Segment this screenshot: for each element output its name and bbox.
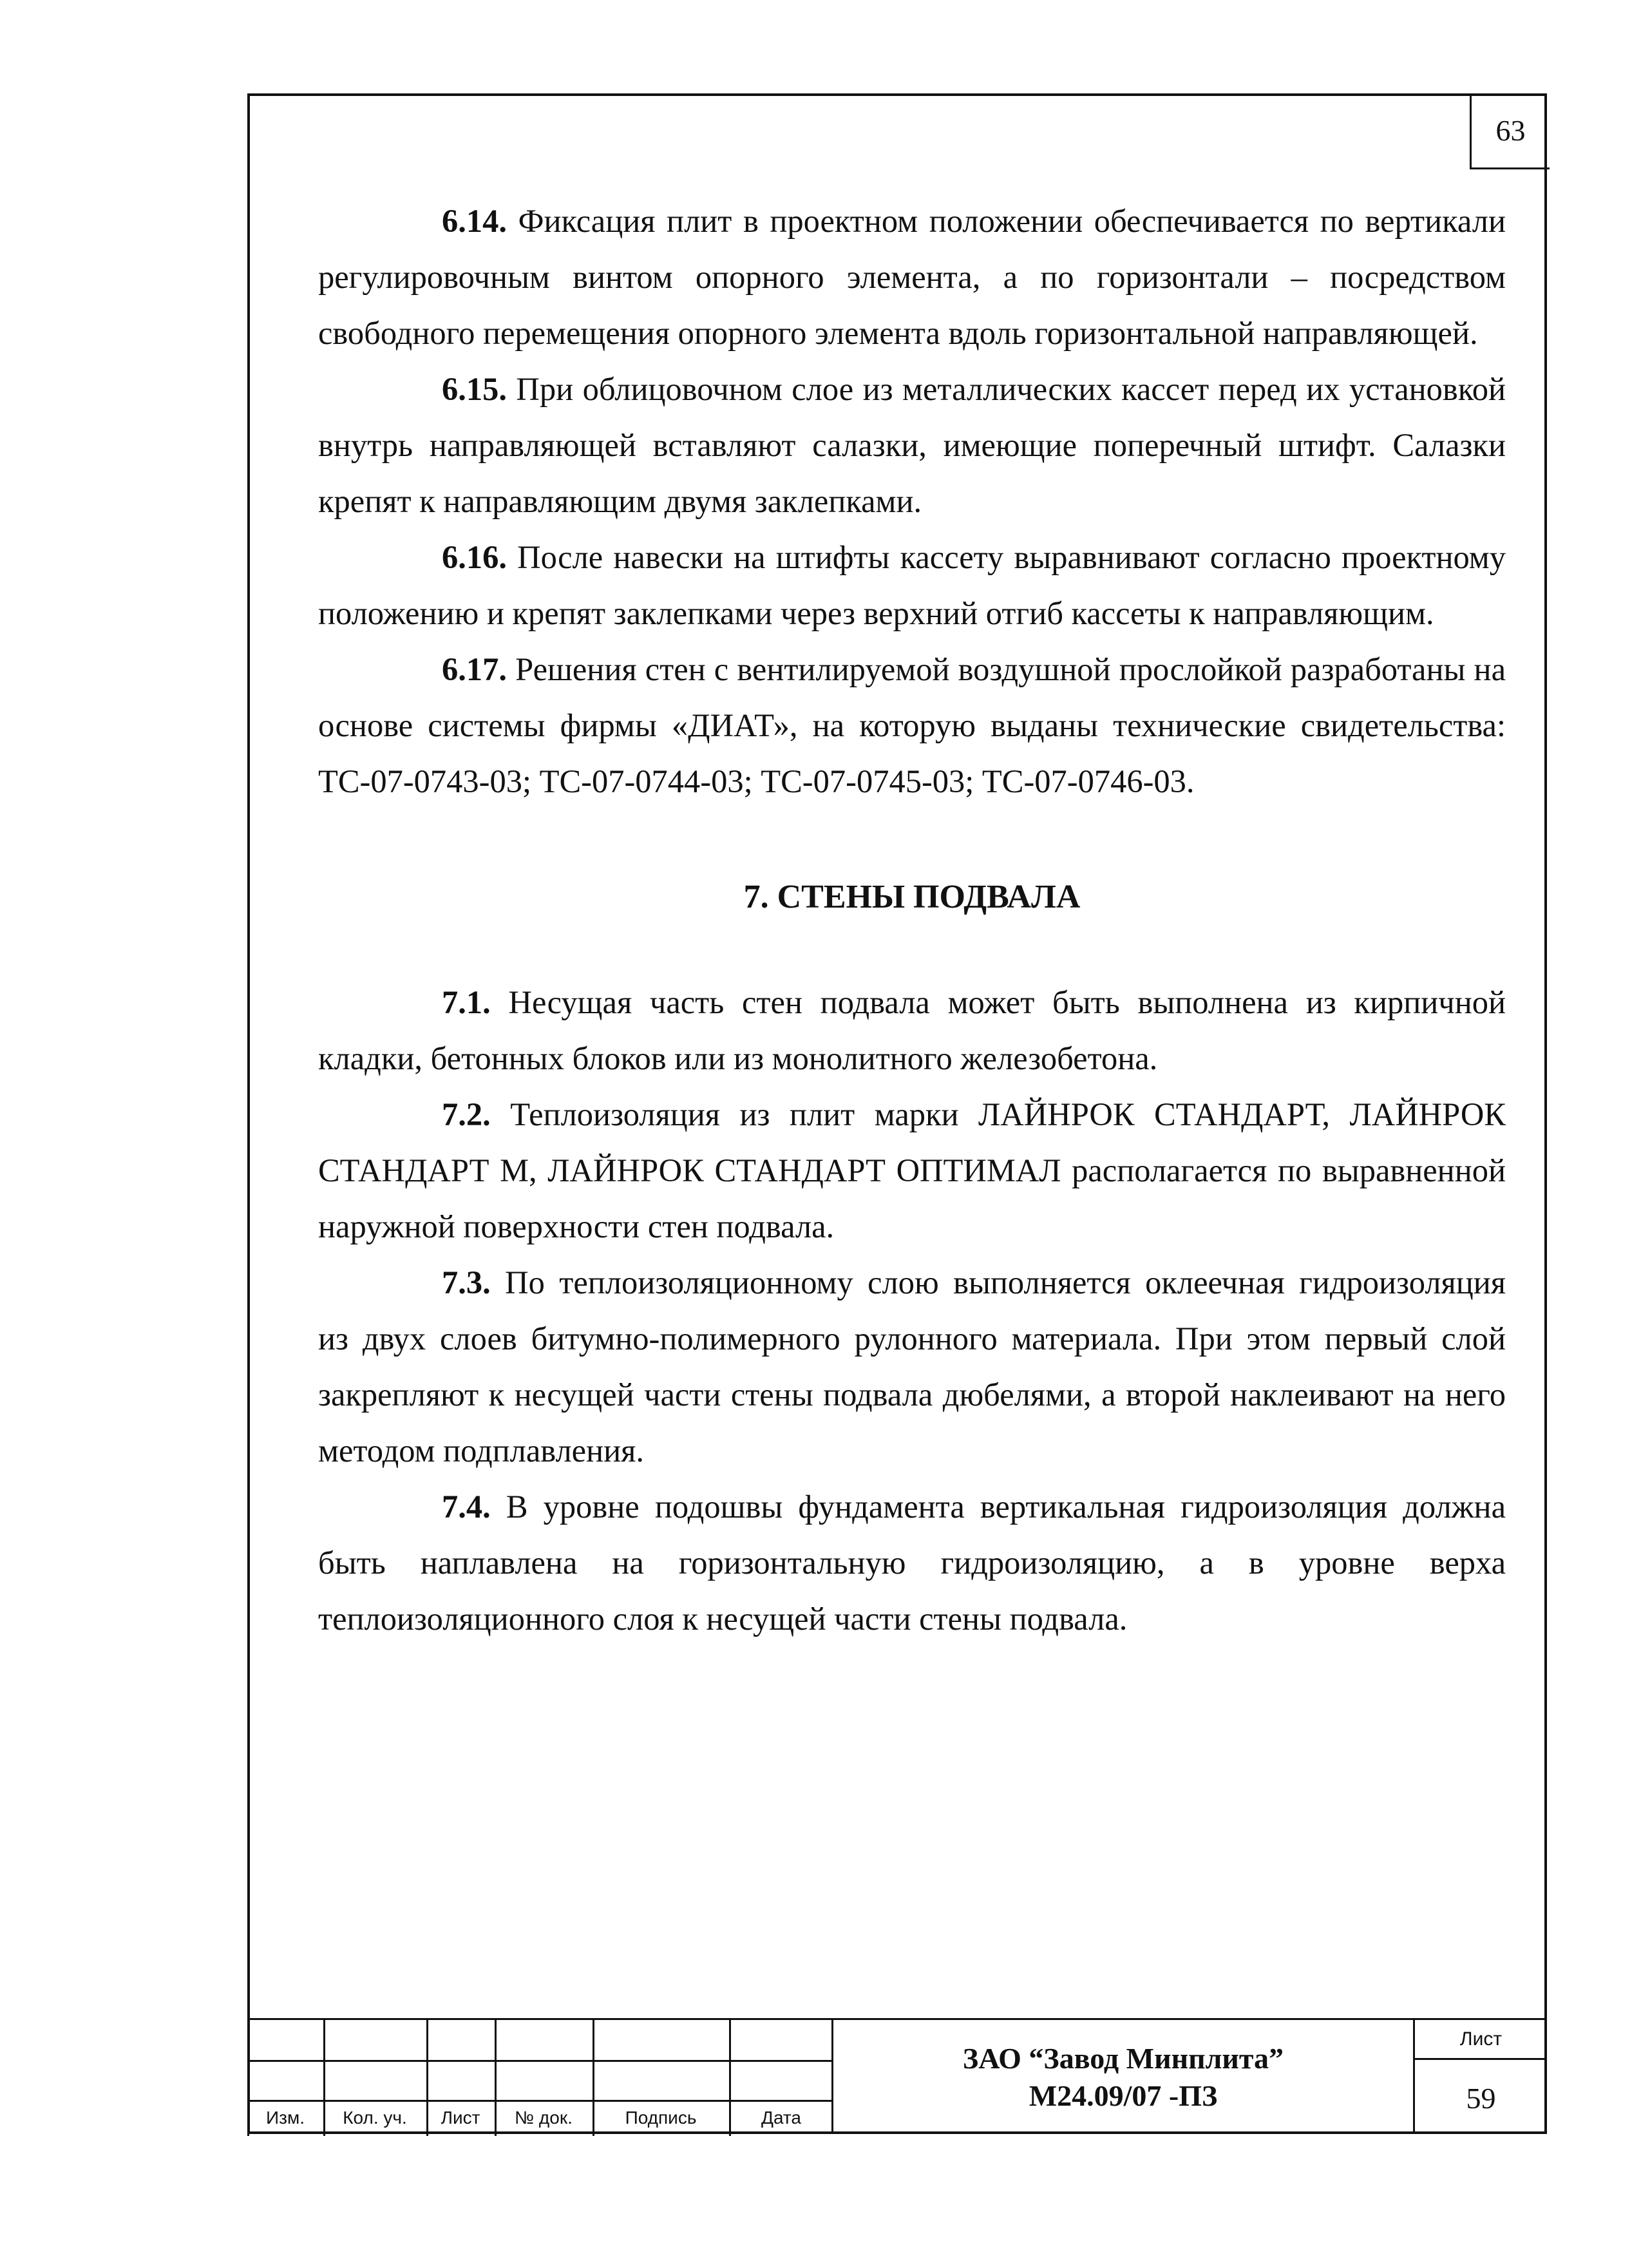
paragraph-text: После навески на штифты кассету выравнивают согласно проектному положению и крепят заклепками через верхний отгиб кассеты к направляющим. <box>318 539 1506 631</box>
paragraph-7-3 <box>318 1255 1506 1479</box>
paragraph-text: Решения стен с вентилируемой воздушной прослойкой разработаны на основе системы фирмы «ДИАТ», на которую выданы технические свидетельства: ТС-07-0743-03; ТС-07-0744-03; ТС-07-0745-03; ТС-07-0746-03. <box>318 651 1506 799</box>
company-name: ЗАО “Завод Минплита” <box>962 2041 1284 2075</box>
paragraph-text: Теплоизоляция из плит марки ЛАЙНРОК СТАНДАРТ, ЛАЙНРОК СТАНДАРТ М, ЛАЙНРОК СТАНДАРТ ОПТИМАЛ располагается по выравненной наружной поверхности стен подвала. <box>318 1096 1506 1244</box>
paragraph-number: 6.16. <box>442 539 507 575</box>
table-row-divider <box>247 2060 833 2062</box>
label-change: Изм. <box>266 2108 305 2128</box>
paragraph-text: При облицовочном слое из металлических кассет перед их установкой внутрь направляющей вставляют салазки, имеющие поперечный штифт. Салазки крепят к направляющим двумя заклепками. <box>318 371 1506 519</box>
paragraph-number: 6.15. <box>442 371 507 407</box>
label-count: Кол. уч. <box>343 2108 407 2128</box>
paragraph-6-15 <box>318 361 1506 529</box>
paragraph-number: 6.17. <box>442 651 507 687</box>
label-doc-number: № док. <box>515 2108 573 2128</box>
label-signature: Подпись <box>625 2108 697 2128</box>
paragraph-number: 6.14. <box>442 203 507 239</box>
paragraph-text: Несущая часть стен подвала может быть выполнена из кирпичной кладки, бетонных блоков или из монолитного железобетона. <box>318 984 1506 1076</box>
sheet-label: Лист <box>1415 2020 1547 2060</box>
paragraph-6-17 <box>318 642 1506 810</box>
title-block-center <box>833 2018 1413 2134</box>
page-top-number: 63 <box>1470 93 1550 169</box>
paragraph-6-14 <box>318 193 1506 361</box>
section-heading: 7. СТЕНЫ ПОДВАЛА <box>743 879 1081 915</box>
paragraph-7-1 <box>318 975 1506 1087</box>
paragraph-7-2 <box>318 1087 1506 1255</box>
paragraph-text: По теплоизоляционному слою выполняется оклеечная гидроизоляция из двух слоев битумно-полимерного рулонного материала. При этом первый слой закрепляют к несущей части стены подвала дюбелями, а второй наклеивают на него методом подплавления. <box>318 1264 1506 1469</box>
paragraph-number: 7.2. <box>442 1096 491 1132</box>
paragraph-7-4 <box>318 1479 1506 1647</box>
document-body <box>318 193 1506 1647</box>
sheet-box <box>1413 2018 1547 2134</box>
paragraph-text: Фиксация плит в проектном положении обеспечивается по вертикали регулировочным винтом опорного элемента, а по горизонтали – посредством свободного перемещения опорного элемента вдоль горизонтальной направляющей. <box>318 203 1506 351</box>
paragraph-text: В уровне подошвы фундамента вертикальная гидроизоляция должна быть наплавлена на горизонтальную гидроизоляцию, а в уровне верха теплоизоляционного слоя к несущей части стены подвала. <box>318 1489 1506 1637</box>
paragraph-number: 7.4. <box>442 1489 491 1525</box>
paragraph-number: 7.1. <box>442 984 491 1020</box>
label-sheet: Лист <box>441 2108 480 2128</box>
title-block <box>247 2018 1547 2134</box>
sheet-number: 59 <box>1466 2081 1496 2115</box>
paragraph-6-16 <box>318 529 1506 642</box>
paragraph-number: 7.3. <box>442 1264 491 1301</box>
label-date: Дата <box>761 2108 801 2128</box>
document-code: М24.09/07 -ПЗ <box>1029 2079 1218 2112</box>
revision-table <box>247 2018 833 2134</box>
